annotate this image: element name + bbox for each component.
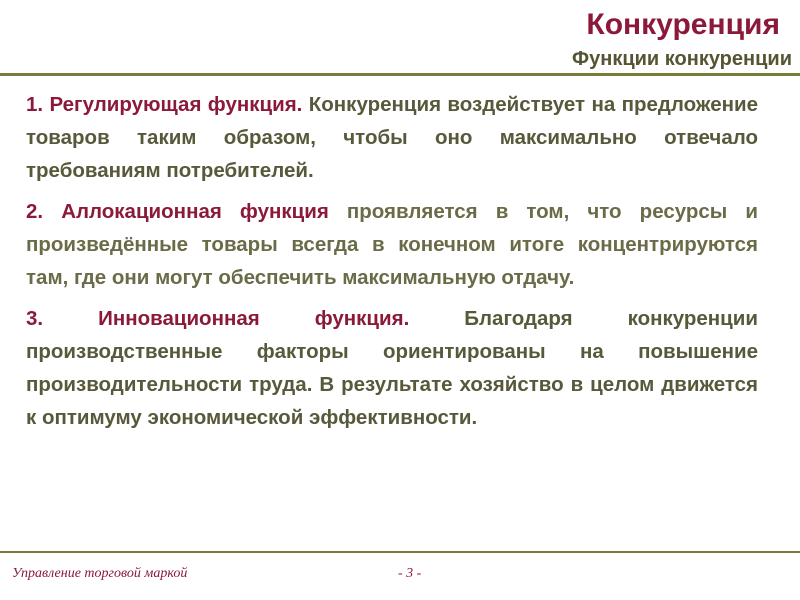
content-body (26, 88, 758, 442)
paragraph-label: 1. Регулирующая функция. (26, 93, 303, 116)
paragraph-regulating (26, 88, 758, 187)
paragraph-allocation (26, 195, 758, 294)
page-number: - 3 - (398, 566, 422, 581)
slide-subtitle: Функции конкуренции (572, 48, 792, 70)
paragraph-innovation (26, 302, 758, 434)
paragraph-label: 3. Инновационная функция. (26, 307, 410, 330)
header-divider (0, 73, 800, 76)
slide-title: Конкуренция (586, 8, 780, 41)
paragraph-label: 2. Аллокационная функция (26, 200, 329, 223)
paragraph-text: проявляется в том, что ресурсы и произведённые товары всегда в конечном итоге концентрируются там, где они могут обеспечить максимальную отдачу. (26, 200, 758, 289)
paragraph-text: Благодаря конкуренции производственные факторы ориентированы на повышение производительности труда. В результате хозяйство в целом движется к оптимуму экономической эффективности. (26, 307, 758, 429)
paragraph-text: Конкуренция воздействует на предложение товаров таким образом, чтобы оно максимально отвечало требованиям потребителей. (26, 93, 758, 182)
footer-divider (0, 551, 800, 553)
footer-course-title: Управление торговой маркой (12, 566, 188, 581)
